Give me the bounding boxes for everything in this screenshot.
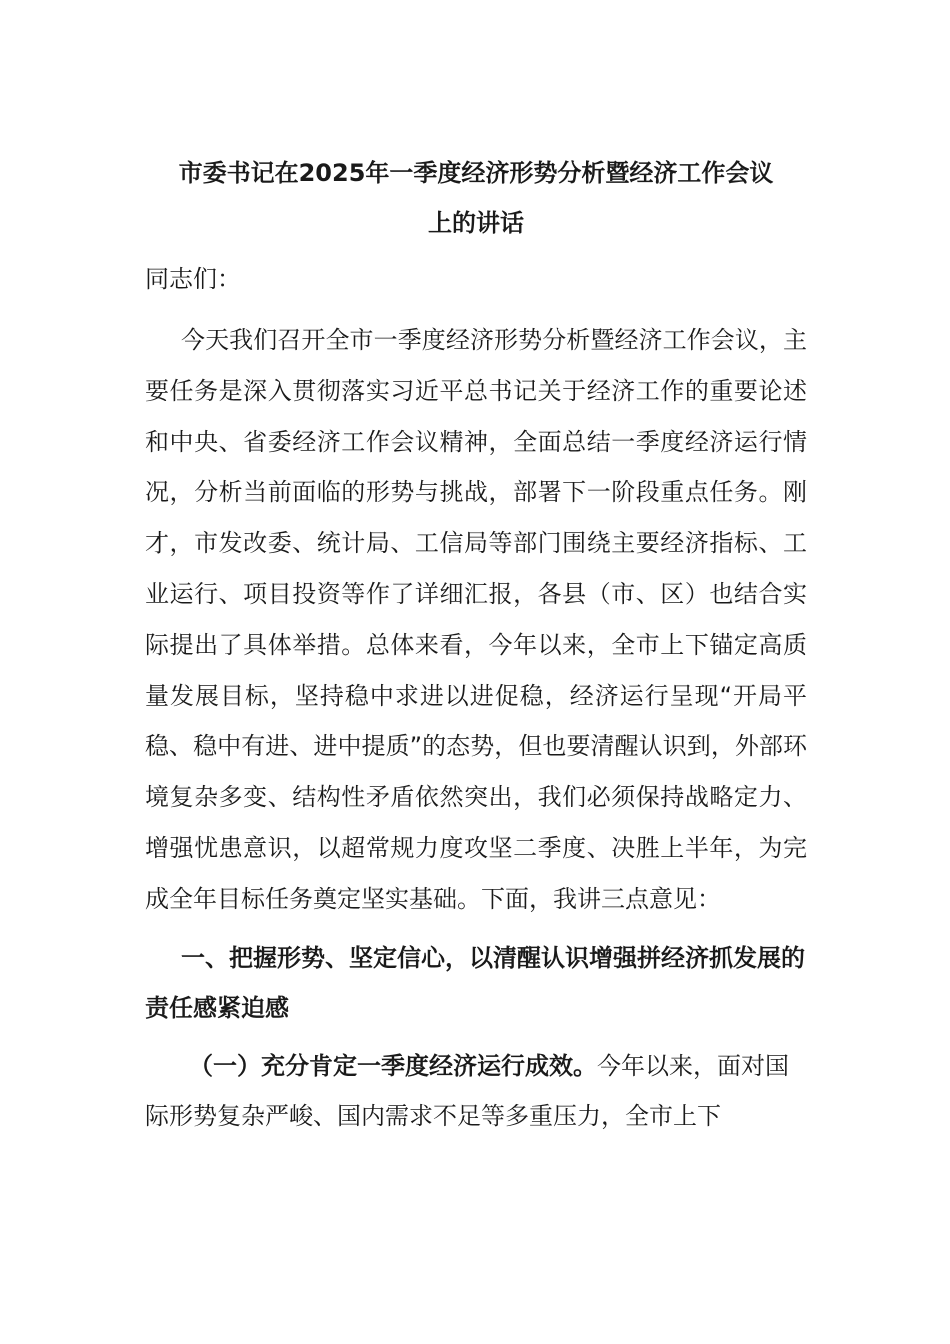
salutation: 同志们：: [145, 265, 241, 293]
document-title: [145, 148, 807, 248]
subsection-text-1: 今年以来，面对国际形势复杂严峻、国内需求不足等多重压力，全市上下: [145, 1051, 789, 1130]
intro-paragraph: 今天我们召开全市一季度经济形势分析暨经济工作会议，主要任务是深入贯彻落实习近平总书记关于经济工作的重要论述和中央、省委经济工作会议精神，全面总结一季度经济运行情况，分析当前面临的形势与挑战，部署下一阶段重点任务。刚才，市发改委、统计局、工信局等部门围绕主要经济指标、工业运行、项目投资等作了详细汇报，各县（市、区）也结合实际提出了具体举措。总体来看，今年以来，全市上下锚定高质量发展目标，坚持稳中求进以进促稳，经济运行呈现“开局平稳、稳中有进、进中提质”的态势，但也要清醒认识到，外部环境复杂多变、结构性矛盾依然突出，我们必须保持战略定力、增强忧患意识，以超常规力度攻坚二季度、决胜上半年，为完成全年目标任务奠定坚实基础。下面，我讲三点意见：: [145, 326, 807, 913]
subsection-paragraph-1: [145, 1041, 807, 1141]
section-heading-1: 一、把握形势、坚定信心，以清醒认识增强拼经济抓发展的责任感紧迫感: [145, 943, 805, 1022]
document-body: [145, 148, 807, 1141]
title-line-2: 上的讲话: [428, 209, 524, 237]
subsection-heading-1: （一）充分肯定一季度经济运行成效。: [189, 1051, 597, 1080]
title-line-1: 市委书记在2025年一季度经济形势分析暨经济工作会议: [178, 159, 774, 187]
